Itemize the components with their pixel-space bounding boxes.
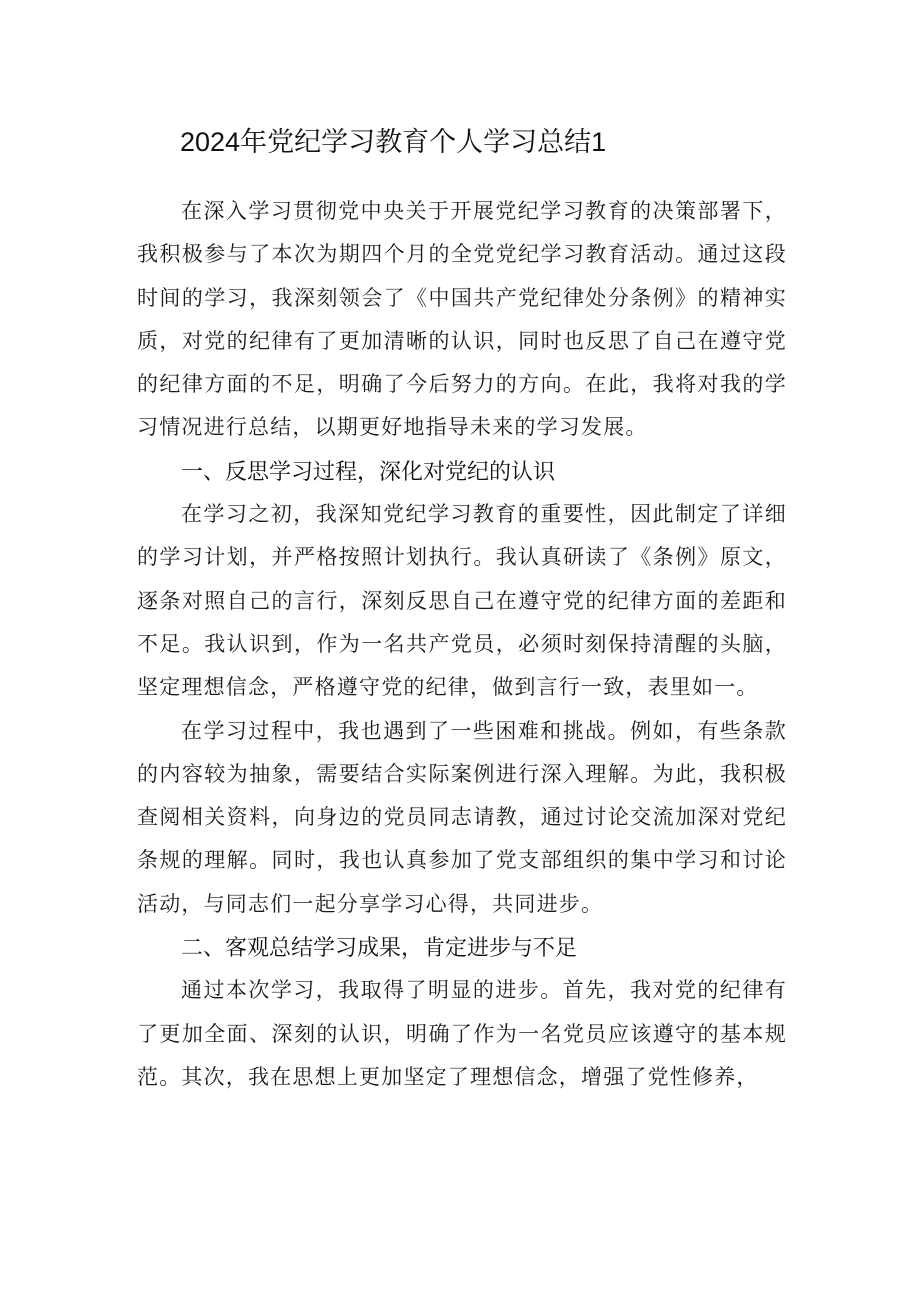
paragraph-challenges: 在学习过程中，我也遇到了一些困难和挑战。例如，有些条款的内容较为抽象，需要结合实际案例进行深入理解。为此，我积极查阅相关资料，向身边的党员同志请教，通过讨论交流加深对党纪条规的理解。同时，我也认真参加了党支部组织的集中学习和讨论活动，与同志们一起分享学习心得，共同进步。: [137, 718, 787, 916]
paragraph-intro: 在深入学习贯彻党中央关于开展党纪学习教育的决策部署下，我积极参与了本次为期四个月的全党党纪学习教育活动。通过这段时间的学习，我深刻领会了《中国共产党纪律处分条例》的精神实质，对党的纪律有了更加清晰的认识，同时也反思了自己在遵守党的纪律方面的不足，明确了今后努力的方向。在此，我将对我的学习情况进行总结，以期更好地指导未来的学习发展。: [137, 199, 787, 440]
document-body: [137, 190, 787, 1099]
section-heading-2: 二、客观总结学习成果，肯定进步与不足: [181, 935, 578, 961]
paragraph-study-plan: 在学习之初，我深知党纪学习教育的重要性，因此制定了详细的学习计划，并严格按照计划执行。我认真研读了《条例》原文，逐条对照自己的言行，深刻反思自己在遵守党的纪律方面的差距和不足。我认识到，作为一名共产党员，必须时刻保持清醒的头脑，坚定理想信念，严格遵守党的纪律，做到言行一致，表里如一。: [137, 502, 787, 700]
paragraph-results: 通过本次学习，我取得了明显的进步。首先，我对党的纪律有了更加全面、深刻的认识，明确了作为一名党员应该遵守的基本规范。其次，我在思想上更加坚定了理想信念，增强了党性修养，: [137, 978, 787, 1089]
document-title: 2024年党纪学习教育个人学习总结1: [180, 127, 607, 157]
section-heading-1: 一、反思学习过程，深化对党纪的认识: [181, 458, 556, 484]
